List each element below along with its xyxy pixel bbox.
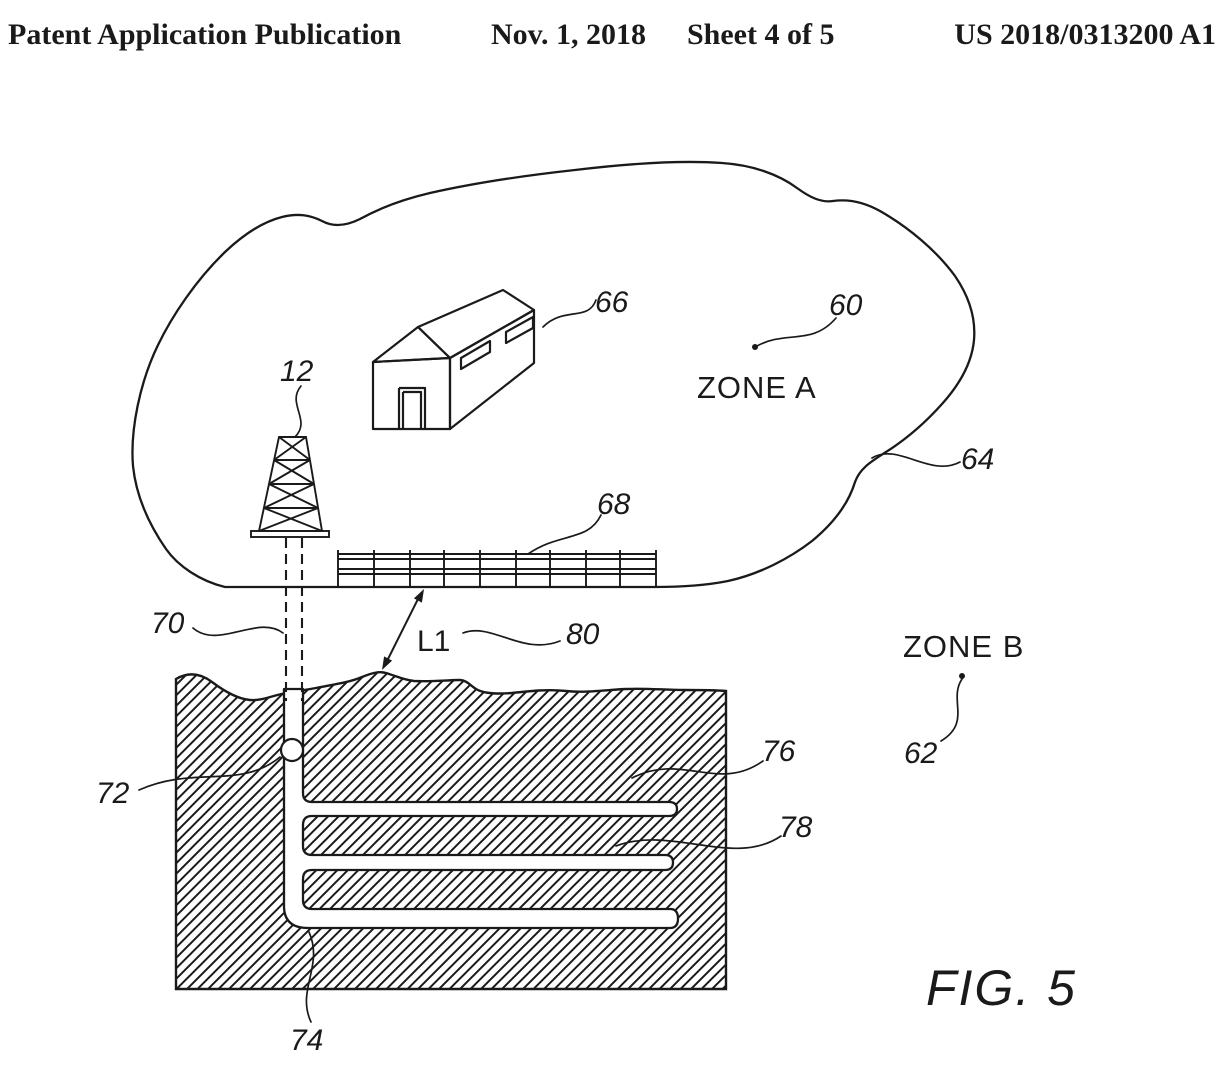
ref-label-78: 78 xyxy=(779,811,813,844)
ref-label-64: 64 xyxy=(961,443,995,476)
ground-cross-section xyxy=(176,672,726,989)
ref-label-12: 12 xyxy=(280,355,314,388)
leader-66 xyxy=(543,300,596,327)
leader-60-dot xyxy=(752,344,758,350)
ref-label-66: 66 xyxy=(595,286,629,319)
leader-68 xyxy=(528,515,601,554)
header-date: Nov. 1, 2018 xyxy=(491,18,647,51)
ref-label-62: 62 xyxy=(904,737,938,770)
zone-b-label: ZONE B xyxy=(903,629,1025,664)
zone-a-label: ZONE A xyxy=(697,370,817,405)
leader-70 xyxy=(193,627,283,635)
ref-label-80: 80 xyxy=(566,618,600,651)
ref-label-60: 60 xyxy=(829,289,863,322)
figure-caption: FIG. 5 xyxy=(926,960,1077,1016)
header-publication: Patent Application Publication xyxy=(8,18,402,51)
header-sheet-number: Sheet 4 of 5 xyxy=(687,18,835,51)
building-window-2 xyxy=(506,317,533,343)
fence xyxy=(338,550,656,587)
leader-62-dot xyxy=(959,673,965,679)
wellhead-dashed-lines xyxy=(286,538,302,701)
ref-label-72: 72 xyxy=(96,777,130,810)
kickoff-circle xyxy=(281,739,303,761)
building-door xyxy=(399,388,425,429)
leader-64 xyxy=(872,454,960,466)
derrick xyxy=(251,437,329,537)
ref-label-76: 76 xyxy=(762,735,796,768)
ref-label-70: 70 xyxy=(151,607,185,640)
leader-62 xyxy=(941,679,962,741)
zone-a-boundary xyxy=(132,162,974,587)
leader-12 xyxy=(295,386,301,437)
header-document-number: US 2018/0313200 A1 xyxy=(954,18,1216,51)
leader-80 xyxy=(463,631,560,645)
ref-label-74: 74 xyxy=(290,1024,324,1057)
ref-label-68: 68 xyxy=(597,488,631,521)
leader-60 xyxy=(757,318,836,346)
l1-distance-label: L1 xyxy=(417,625,451,658)
building xyxy=(373,290,534,429)
building-window-1 xyxy=(461,341,490,369)
